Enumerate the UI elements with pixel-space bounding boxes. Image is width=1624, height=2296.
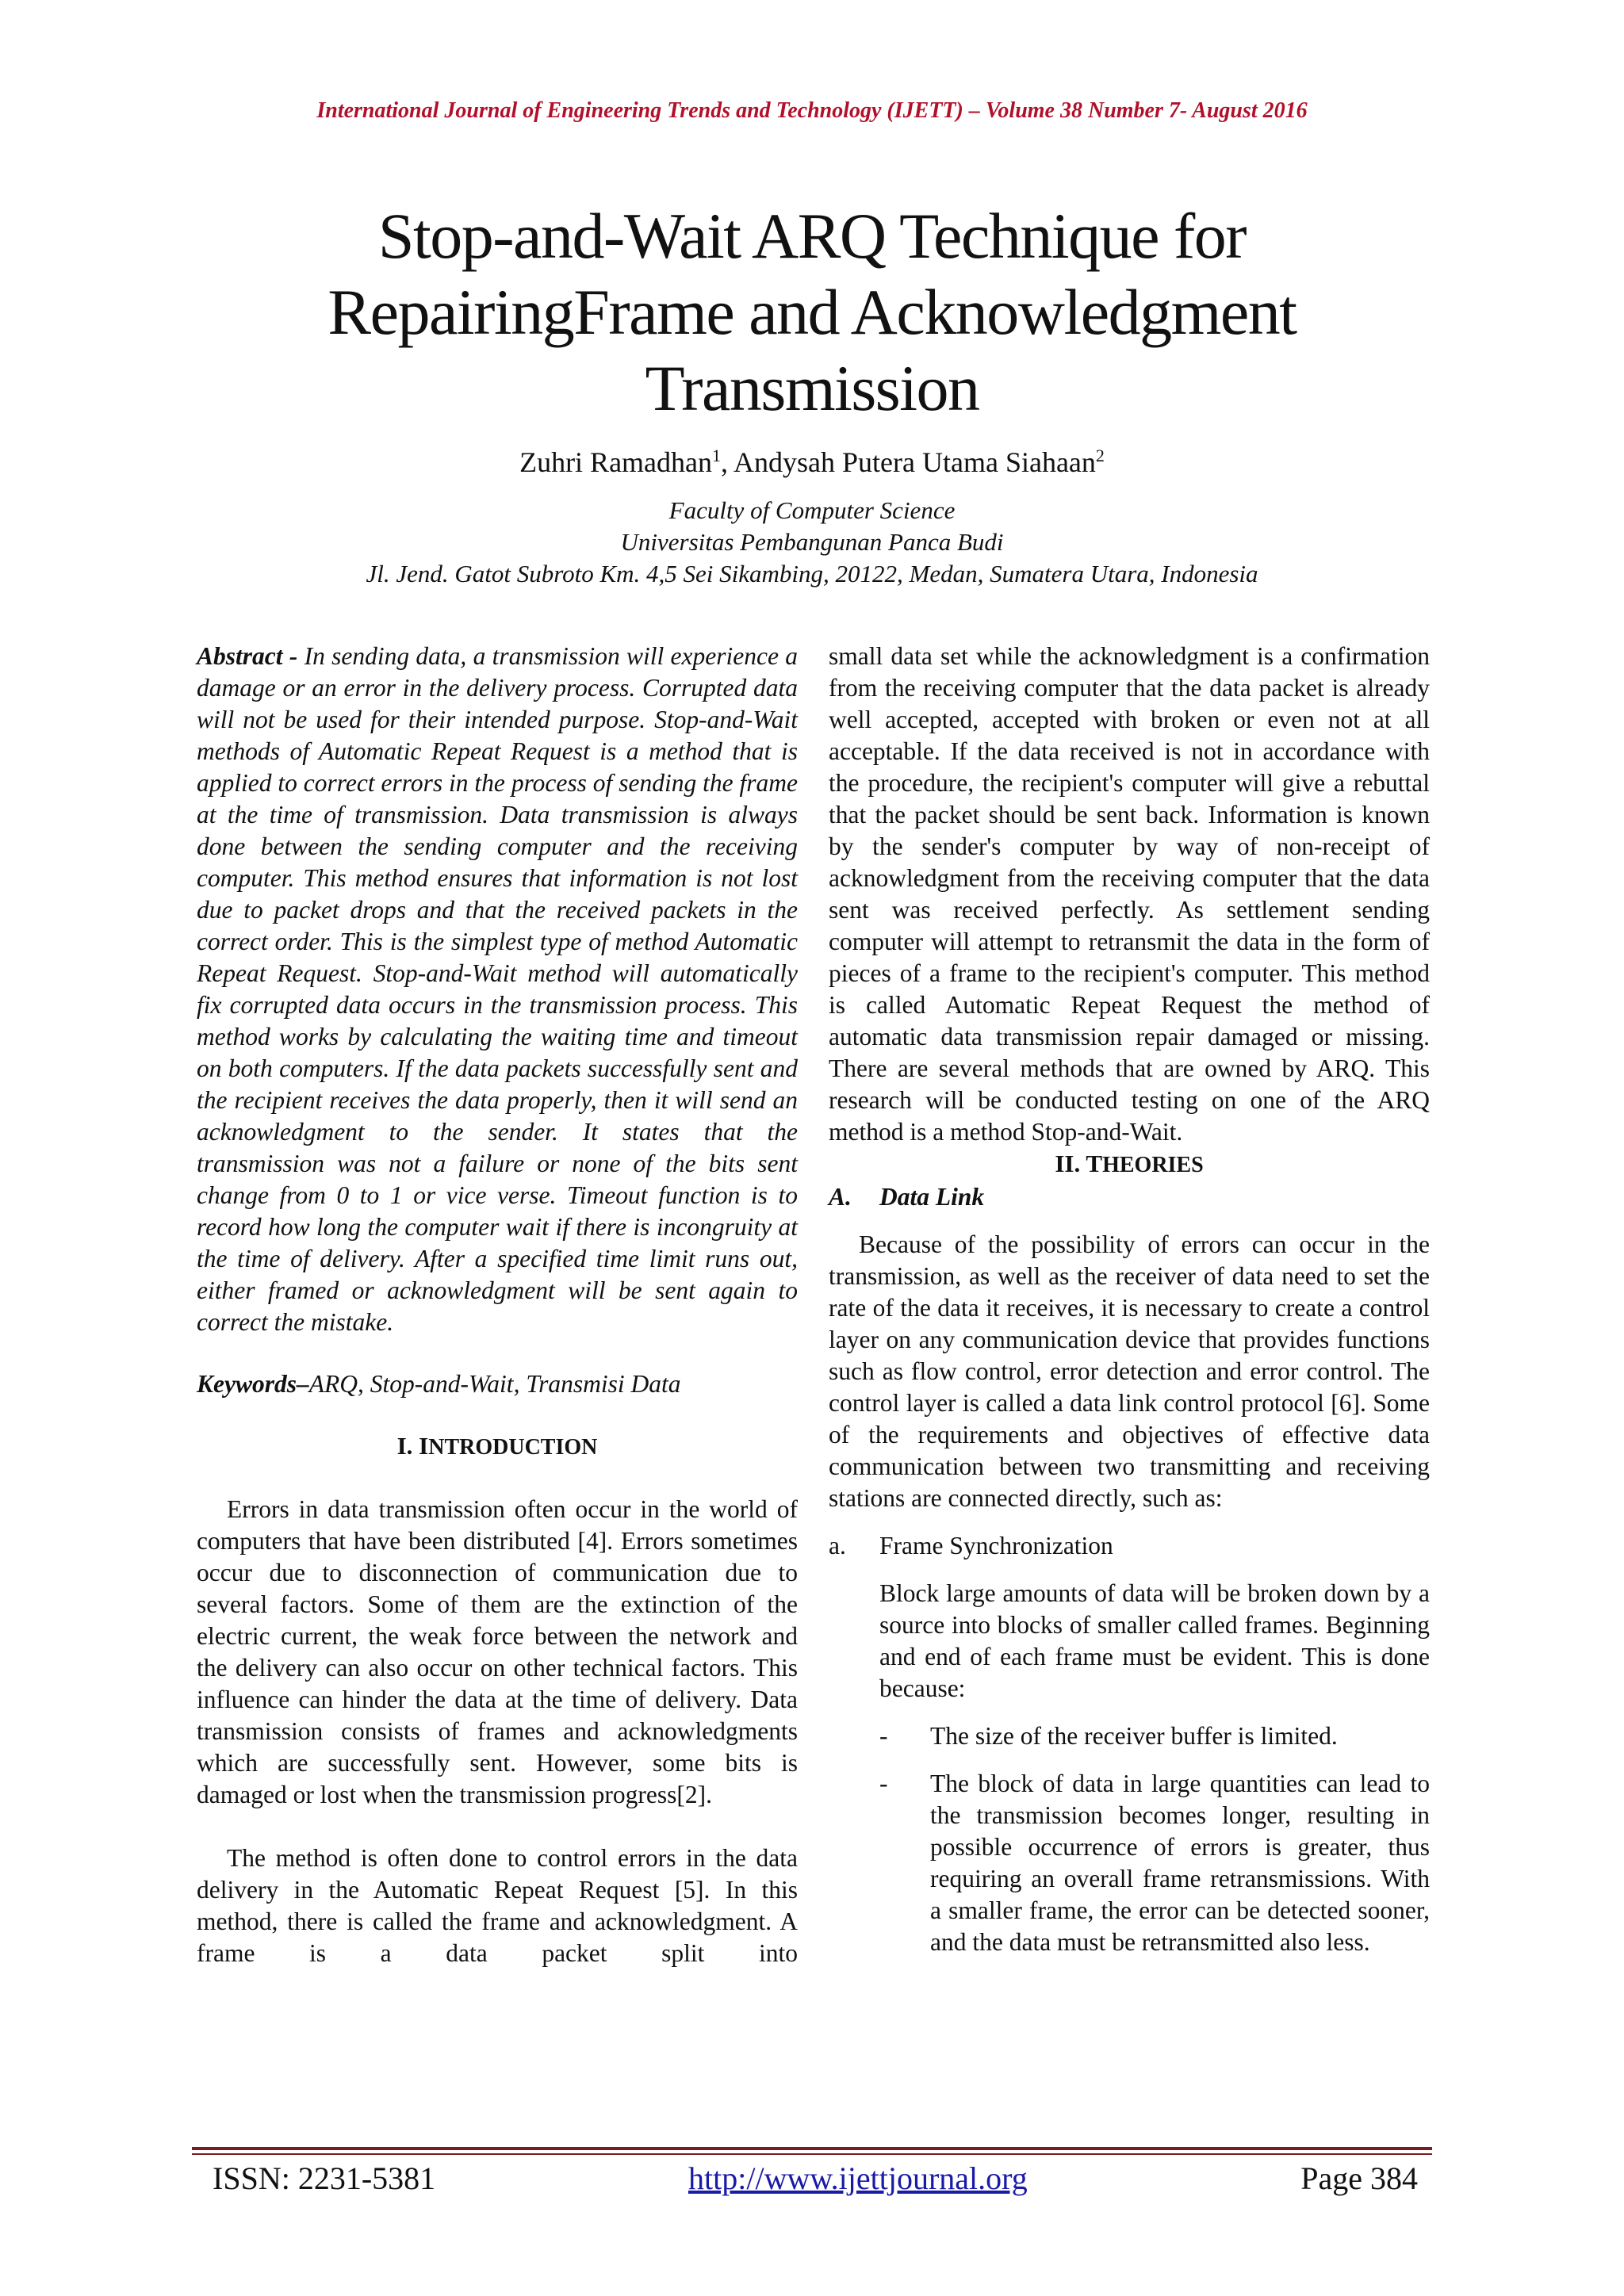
footer-rule bbox=[192, 2147, 1432, 2150]
affiliation-address: Jl. Jend. Gatot Subroto Km. 4,5 Sei Sikambing, 20122, Medan, Sumatera Utara, Indonesia bbox=[366, 560, 1258, 587]
footer-journal-link[interactable]: http://www.ijettjournal.org bbox=[688, 2160, 1028, 2196]
intro-paragraph-2: The method is often done to control errors in the data delivery in the Automatic Repeat Request [5]. In this method, there is called the frame and acknowledgment. A frame is a data packet split into bbox=[197, 1844, 798, 1967]
footer-issn: ISSN: 2231-5381 bbox=[213, 2160, 436, 2196]
footer-rule-thin bbox=[192, 2153, 1432, 2155]
left-column bbox=[197, 641, 798, 1969]
intro-paragraph-2-continued: small data set while the acknowledgment is a confirmation from the receiving computer that the data packet is already well accepted, accepted with broken or even not at all acceptable. If the data received is not in accordance with the procedure, the recipient's computer will give a rebuttal that the packet should be sent back. Information is known by the sender's computer by way of non-receipt of acknowledgment from the receiving computer that the data sent was received perfectly. As settlement sending computer will attempt to retransmit the data in the form of pieces of a frame to the recipient's computer. This method is called Automatic Repeat Request the method of automatic data transmission repair damaged or missing. There are several methods that are owned by ARQ. This research will be conducted testing on one of the ARQ method is a method Stop-and-Wait. bbox=[829, 642, 1430, 1146]
author-separator: , bbox=[721, 446, 734, 478]
page-footer bbox=[213, 2160, 1418, 2204]
keywords-label: Keywords– bbox=[197, 1370, 309, 1398]
abstract bbox=[197, 641, 798, 1338]
theories-paragraph-1: Because of the possibility of errors can occur in the transmission, as well as the receiver of data need to set the rate of the data it receives, it is necessary to create a control layer on any communication device that provides functions such as flow control, error detection and error control. The control layer is called a data link control protocol [6]. Some of the requirements and objectives of effective data communication between two transmitting and receiving stations are connected directly, such as: bbox=[829, 1230, 1430, 1512]
affiliation-university: Universitas Pembangunan Panca Budi bbox=[620, 528, 1004, 556]
bullet-marker: - bbox=[879, 1722, 888, 1750]
paper-title-line-1: Stop-and-Wait ARQ Technique for bbox=[377, 200, 1247, 272]
author-2-affil-mark: 2 bbox=[1095, 446, 1105, 465]
section-heading-introduction: I. INTRODUCTION bbox=[396, 1432, 598, 1460]
affiliation bbox=[0, 495, 1624, 590]
bullet-marker: - bbox=[879, 1770, 888, 1797]
bullet-text: The block of data in large quantities can lead to the transmission becomes longer, resulting in possible occurrence of errors is greater, thus requiring an overall frame retransmissions. With a smaller frame, the error can be detected sooner, and the data must be retransmitted also less. bbox=[930, 1770, 1430, 1956]
bullet-item bbox=[879, 1768, 1430, 1958]
bullet-text: The size of the receiver buffer is limited. bbox=[930, 1722, 1338, 1750]
affiliation-faculty: Faculty of Computer Science bbox=[668, 496, 956, 524]
right-column bbox=[829, 641, 1430, 1958]
bullet-item bbox=[879, 1720, 1430, 1752]
list-marker: a. bbox=[829, 1532, 846, 1559]
frame-sync-paragraph: Block large amounts of data will be broken down by a source into blocks of smaller called frames. Beginning and end of each frame must be evident. This is done because: bbox=[879, 1579, 1430, 1702]
paper-title-line-3: Transmission bbox=[645, 352, 979, 424]
abstract-label: Abstract - bbox=[197, 642, 304, 670]
author-1-affil-mark: 1 bbox=[712, 446, 722, 465]
authors bbox=[0, 446, 1624, 479]
keywords-text: ARQ, Stop-and-Wait, Transmisi Data bbox=[308, 1370, 681, 1398]
abstract-text: In sending data, a transmission will experience a damage or an error in the delivery process. Corrupted data will not be used for their intended purpose. Stop-and-Wait methods of Automatic Repeat Request is a method that is applied to correct errors in the process of sending the frame at the time of transmission. Data transmission is always done between the sending computer and the receiving computer. This method ensures that information is not lost due to packet drops and that the received packets in the correct order. This is the simplest type of method Automatic Repeat Request. Stop-and-Wait method will automatically fix corrupted data occurs in the transmission process. This method works by calculating the waiting time and timeout on both computers. If the data packets successfully sent and the recipient receives the data properly, then it will send an acknowledgment to the sender. It states that the transmission was not a failure or none of the bits sent change from 0 to 1 or vice verse. Timeout function is to record how long the computer wait if there is incongruity at the time of delivery. After a specified time limit runs out, either framed or acknowledgment will be sent again to correct the mistake. bbox=[197, 642, 798, 1336]
author-1: Zuhri Ramadhan bbox=[519, 446, 713, 478]
title-block bbox=[0, 198, 1624, 590]
subsection-heading-data-link: A. Data Link bbox=[829, 1183, 985, 1211]
journal-header: International Journal of Engineering Trends and Technology (IJETT) – Volume 38 Number 7- August 2016 bbox=[316, 98, 1308, 123]
list-item-frame-synchronization bbox=[829, 1530, 1430, 1562]
list-item-title: Frame Synchronization bbox=[879, 1532, 1113, 1559]
keywords bbox=[197, 1368, 798, 1400]
author-2: Andysah Putera Utama Siahaan bbox=[733, 446, 1096, 478]
footer-page-number: Page 384 bbox=[1300, 2160, 1418, 2196]
paper-title-line-2: RepairingFrame and Acknowledgment bbox=[327, 276, 1297, 348]
section-heading-theories: II. THEORIES bbox=[1055, 1150, 1204, 1177]
intro-paragraph-1: Errors in data transmission often occur in the world of computers that have been distributed [4]. Errors sometimes occur due to disconnection of communication due to several factors. Some of them are the extinction of the electric current, the weak force between the network and the delivery can also occur on other technical factors. This influence can hinder the data at the time of delivery. Data transmission consists of frames and acknowledgments which are successfully sent. However, some bits is damaged or lost when the transmission progress[2]. bbox=[197, 1495, 798, 1808]
